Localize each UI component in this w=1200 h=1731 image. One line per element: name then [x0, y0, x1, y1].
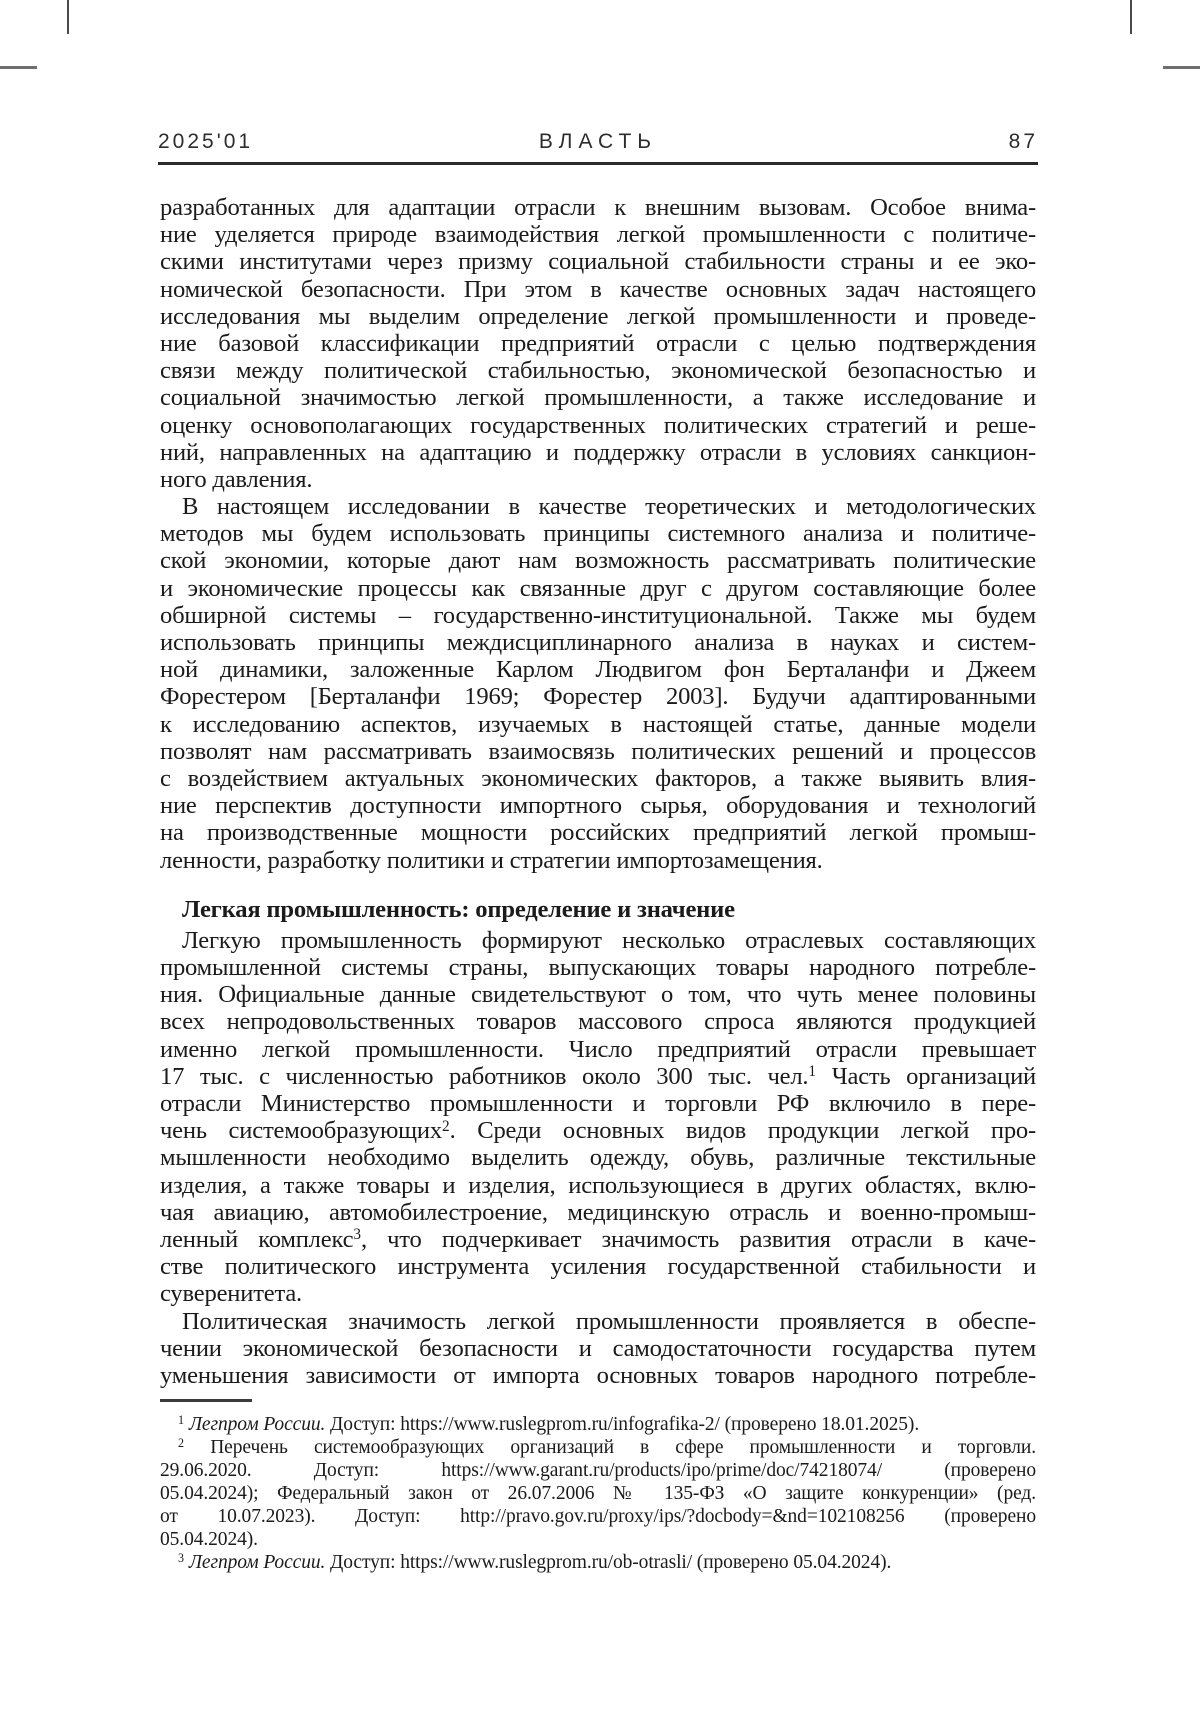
footnote-separator — [160, 1399, 252, 1402]
text-line: Легкую промышленность формируют несколько отраслевых составляющих — [182, 926, 1036, 954]
text-line: именно легкой промышленности. Число предприятий отрасли превышает — [160, 1035, 1036, 1063]
text-line: Форестером [Берталанфи 1969; Форестер 2003]. Будучи адаптированными — [160, 683, 1036, 711]
text-line: стве политического инструмента усиления государственной стабильности и — [160, 1253, 1036, 1281]
footnote-line: от 10.07.2023). Доступ: http://pravo.gov.ru/proxy/ips/?docbody=&nd=102108256 (проверено — [160, 1506, 1036, 1527]
article-body — [160, 194, 1036, 1389]
section-heading: Легкая промышленность: определение и значение — [182, 895, 735, 923]
text-line: ной динамики, заложенные Карлом Людвигом фон Берталанфи и Джеем — [160, 656, 1036, 684]
text-line: мышленности необходимо выделить одежду, обувь, различные текстильные — [160, 1144, 1036, 1172]
text-line: Политическая значимость легкой промышленности проявляется в обеспе- — [182, 1307, 1036, 1335]
text-line: номической безопасности. При этом в качестве основных задач настоящего — [160, 275, 1036, 303]
text-line: чая авиацию, автомобилестроение, медицинскую отрасль и военно-промыш- — [160, 1198, 1036, 1226]
text-line: всех непродовольственных товаров массового спроса являются продукцией — [160, 1008, 1036, 1036]
footnote-line: 29.06.2020. Доступ: https://www.garant.ru/products/ipo/prime/doc/74218074/ (проверено — [160, 1460, 1036, 1481]
text-line: ние базовой классификации предприятий отрасли с целью подтверждения — [160, 329, 1036, 357]
text-line: оценку основополагающих государственных политических стратегий и реше- — [160, 411, 1036, 439]
text-line: чении экономической безопасности и самодостаточности государства путем — [160, 1334, 1036, 1362]
text-line: суверенитета. — [160, 1280, 302, 1308]
footnote-line: $^1$ Легпром России. Доступ: https://www.ruslegprom.ru/infografika-2/ (проверено 18.01.2025). — [178, 1413, 920, 1435]
text-line: В настоящем исследовании в качестве теоретических и методологических — [182, 493, 1036, 521]
text-line: обширной системы – государственно-институциональной. Также мы будем — [160, 601, 1036, 629]
footnotes — [160, 1413, 1036, 1574]
crop-mark-top-right-horizontal — [1163, 66, 1200, 69]
text-line: связи между политической стабильностью, экономической безопасностью и — [160, 357, 1036, 385]
text-line: ния. Официальные данные свидетельствуют о том, что чуть менее половины — [160, 981, 1036, 1009]
crop-mark-top-left-vertical — [67, 0, 69, 34]
footnote-line: $^2$ Перечень системообразующих организаций в сфере промышленности и торговли. — [178, 1436, 1036, 1458]
text-line: позволят нам рассматривать взаимосвязь политических решений и процессов — [160, 737, 1036, 765]
text-line: ние перспектив доступности импортного сырья, оборудования и технологий — [160, 792, 1036, 820]
journal-title: ВЛАСТЬ — [538, 130, 658, 153]
page-number: 87 — [1008, 130, 1038, 153]
text-line: ние уделяется природе взаимодействия легкой промышленности с политиче- — [160, 221, 1036, 249]
crop-mark-top-right-vertical — [1130, 0, 1132, 34]
text-line: и экономические процессы как связанные друг с другом составляющие более — [160, 574, 1036, 602]
footnote-line: $^3$ Легпром России. Доступ: https://www.ruslegprom.ru/ob-otrasli/ (проверено 05.04.2024). — [178, 1551, 892, 1573]
header-rule — [158, 162, 1038, 165]
text-line: использовать принципы междисциплинарного анализа в науках и систем- — [160, 629, 1036, 656]
text-line: исследования мы выделим определение легкой промышленности и проведе- — [160, 302, 1036, 330]
text-line: на производственные мощности российских предприятий легкой промыш- — [160, 819, 1036, 847]
text-line: ской экономии, которые дают нам возможность рассматривать политические — [160, 547, 1036, 575]
text-line: ленности, разработку политики и стратегии импортозамещения. — [160, 846, 823, 874]
text-line: ленный комплекс$^3$, что подчеркивает значимость развития отрасли в каче- — [160, 1225, 1036, 1253]
text-line: к исследованию аспектов, изучаемых в настоящей статье, данные модели — [160, 710, 1036, 738]
text-line: уменьшения зависимости от импорта основных товаров народного потребле- — [160, 1361, 1036, 1389]
text-line: ного давления. — [160, 465, 313, 493]
text-line: скими институтами через призму социальной стабильности страны и ее эко- — [160, 248, 1036, 276]
crop-mark-top-left-horizontal — [0, 66, 37, 69]
text-line: чень системообразующих$^2$. Среди основных видов продукции легкой про- — [160, 1117, 1036, 1145]
text-line: ний, направленных на адаптацию и поддержку отрасли в условиях санкцион- — [160, 438, 1036, 466]
text-line: разработанных для адаптации отрасли к внешним вызовам. Особое внима- — [160, 194, 1036, 221]
text-line: 17 тыс. с численностью работников около 300 тыс. чел.$^1$ Часть организаций — [160, 1062, 1036, 1090]
running-header — [158, 130, 1038, 154]
text-line: с воздействием актуальных экономических факторов, а также выявить влия- — [160, 764, 1036, 792]
text-line: промышленной системы страны, выпускающих товары народного потребле- — [160, 954, 1036, 982]
footnote-line: 05.04.2024); Федеральный закон от 26.07.2006 № 135-ФЗ «О защите конкуренции» (ред. — [160, 1483, 1036, 1504]
text-line: социальной значимостью легкой промышленности, а также исследование и — [160, 384, 1036, 412]
text-line: изделия, а также товары и изделия, использующиеся в других областях, вклю- — [160, 1171, 1036, 1199]
text-line: методов мы будем использовать принципы системного анализа и политиче- — [160, 520, 1036, 548]
text-line: отрасли Министерство промышленности и торговли РФ включило в пере- — [160, 1090, 1036, 1117]
issue-label: 2025'01 — [158, 130, 254, 153]
footnote-line: 05.04.2024). — [160, 1529, 258, 1550]
